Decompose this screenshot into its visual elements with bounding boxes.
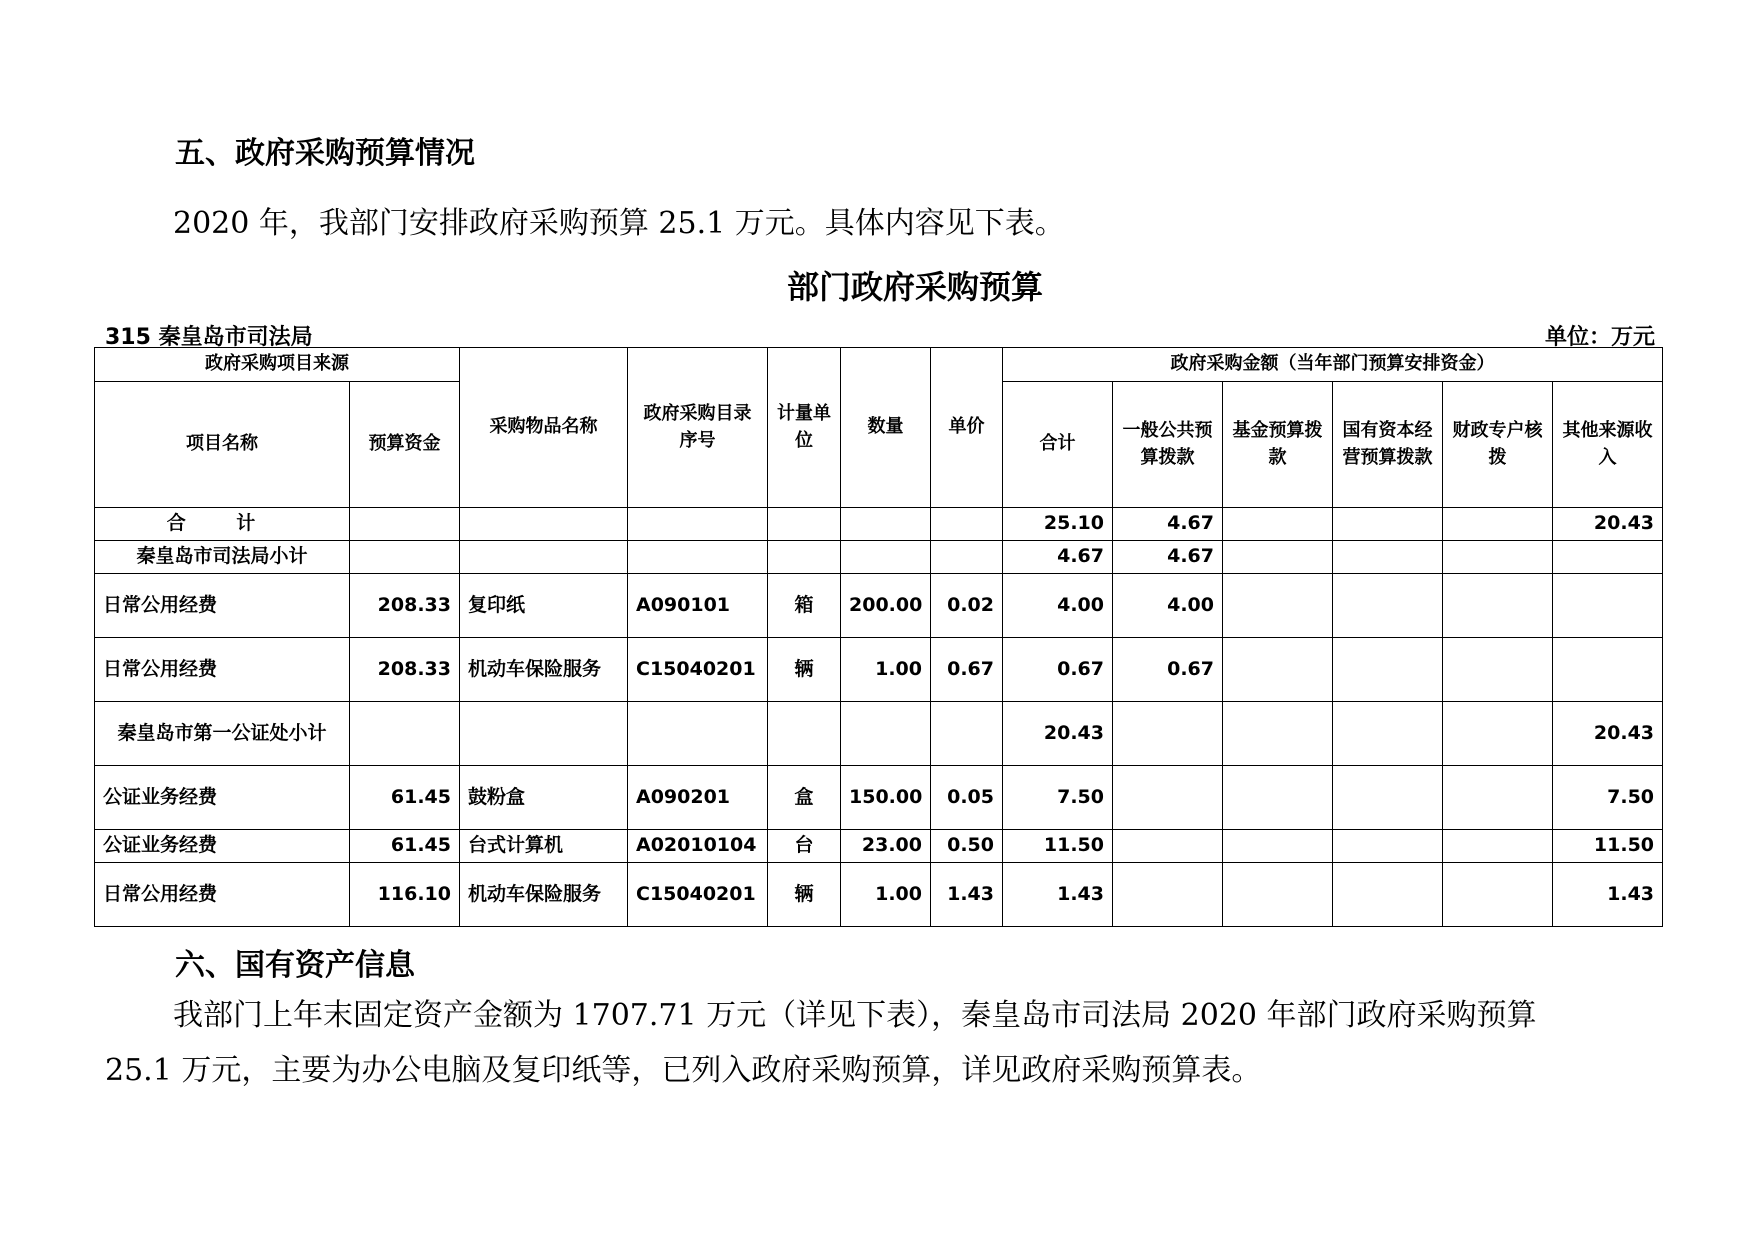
- cell-other: [1553, 638, 1663, 702]
- cell-qty: 150.00: [841, 766, 931, 830]
- cell-general: [1113, 863, 1223, 927]
- cell-budget: [350, 541, 460, 574]
- cell-special: [1443, 541, 1553, 574]
- cell-project-name: 日常公用经费: [95, 574, 350, 638]
- header-price: 单价: [931, 348, 1003, 508]
- cell-other: 11.50: [1553, 830, 1663, 863]
- procurement-budget-table: [94, 347, 1663, 927]
- cell-fund: [1223, 830, 1333, 863]
- table-row: [95, 702, 1663, 766]
- cell-general: [1113, 830, 1223, 863]
- cell-price: [931, 541, 1003, 574]
- cell-fund: [1223, 508, 1333, 541]
- cell-item: [460, 541, 628, 574]
- header-source-group: 政府采购项目来源: [95, 348, 460, 382]
- cell-total: 11.50: [1003, 830, 1113, 863]
- cell-total: 4.67: [1003, 541, 1113, 574]
- org-label: 315 秦皇岛市司法局: [105, 325, 313, 350]
- cell-project-name: 秦皇岛市司法局小计: [95, 541, 350, 574]
- header-general-budget: 一般公共预算拨款: [1113, 382, 1223, 508]
- header-total: 合计: [1003, 382, 1113, 508]
- cell-code: [628, 508, 768, 541]
- table-row: [95, 766, 1663, 830]
- section6-paragraph-line2: 25.1 万元，主要为办公电脑及复印纸等，已列入政府采购预算，详见政府采购预算表。: [105, 1053, 1262, 1088]
- cell-total: 4.00: [1003, 574, 1113, 638]
- cell-general: 4.00: [1113, 574, 1223, 638]
- cell-special: [1443, 766, 1553, 830]
- cell-budget: [350, 702, 460, 766]
- cell-qty: 1.00: [841, 638, 931, 702]
- cell-unit: [768, 702, 841, 766]
- cell-budget: 61.45: [350, 830, 460, 863]
- cell-budget: 116.10: [350, 863, 460, 927]
- section5-intro: 2020 年，我部门安排政府采购预算 25.1 万元。具体内容见下表。: [173, 206, 1065, 241]
- table-row: [95, 830, 1663, 863]
- cell-budget: 61.45: [350, 766, 460, 830]
- cell-code: [628, 541, 768, 574]
- section6-paragraph-line1: 我部门上年末固定资产金额为 1707.71 万元（详见下表），秦皇岛市司法局 2020 年部门政府采购预算: [173, 998, 1537, 1033]
- cell-total: 20.43: [1003, 702, 1113, 766]
- cell-special: [1443, 863, 1553, 927]
- cell-total: 1.43: [1003, 863, 1113, 927]
- cell-budget: 208.33: [350, 638, 460, 702]
- cell-special: [1443, 574, 1553, 638]
- cell-project-name: 日常公用经费: [95, 863, 350, 927]
- cell-special: [1443, 638, 1553, 702]
- cell-unit: 盒: [768, 766, 841, 830]
- cell-unit: 辆: [768, 638, 841, 702]
- cell-general: [1113, 766, 1223, 830]
- cell-state: [1333, 541, 1443, 574]
- table-row: [95, 508, 1663, 541]
- table-row: [95, 863, 1663, 927]
- cell-code: A02010104: [628, 830, 768, 863]
- cell-price: [931, 508, 1003, 541]
- header-quantity: 数量: [841, 348, 931, 508]
- cell-qty: [841, 541, 931, 574]
- cell-qty: 200.00: [841, 574, 931, 638]
- cell-item: 台式计算机: [460, 830, 628, 863]
- cell-unit: 台: [768, 830, 841, 863]
- cell-general: 0.67: [1113, 638, 1223, 702]
- cell-item: 复印纸: [460, 574, 628, 638]
- cell-special: [1443, 508, 1553, 541]
- cell-qty: 1.00: [841, 863, 931, 927]
- cell-budget: [350, 508, 460, 541]
- cell-item: [460, 702, 628, 766]
- cell-item: 机动车保险服务: [460, 638, 628, 702]
- cell-price: 1.43: [931, 863, 1003, 927]
- cell-unit: [768, 541, 841, 574]
- header-unit: 计量单位: [768, 348, 841, 508]
- cell-state: [1333, 574, 1443, 638]
- cell-other: [1553, 574, 1663, 638]
- cell-fund: [1223, 863, 1333, 927]
- cell-project-name: 公证业务经费: [95, 830, 350, 863]
- header-other-income: 其他来源收入: [1553, 382, 1663, 508]
- cell-special: [1443, 702, 1553, 766]
- cell-special: [1443, 830, 1553, 863]
- header-amount-group: 政府采购金额（当年部门预算安排资金）: [1003, 348, 1663, 382]
- cell-budget: 208.33: [350, 574, 460, 638]
- section5-heading: 五、政府采购预算情况: [175, 136, 475, 171]
- cell-fund: [1223, 702, 1333, 766]
- cell-qty: [841, 508, 931, 541]
- cell-unit: [768, 508, 841, 541]
- cell-state: [1333, 508, 1443, 541]
- cell-total: 0.67: [1003, 638, 1113, 702]
- cell-price: 0.67: [931, 638, 1003, 702]
- cell-other: 20.43: [1553, 702, 1663, 766]
- header-item-name: 采购物品名称: [460, 348, 628, 508]
- cell-project-name: 秦皇岛市第一公证处小计: [95, 702, 350, 766]
- cell-general: 4.67: [1113, 508, 1223, 541]
- header-catalog-no: 政府采购目录序号: [628, 348, 768, 508]
- table-row: [95, 574, 1663, 638]
- cell-fund: [1223, 638, 1333, 702]
- cell-item: 鼓粉盒: [460, 766, 628, 830]
- cell-unit: 箱: [768, 574, 841, 638]
- header-special-account: 财政专户核拨: [1443, 382, 1553, 508]
- header-fund-budget: 基金预算拨款: [1223, 382, 1333, 508]
- table-row: [95, 638, 1663, 702]
- cell-price: 0.02: [931, 574, 1003, 638]
- cell-project-name: 公证业务经费: [95, 766, 350, 830]
- cell-total: 25.10: [1003, 508, 1113, 541]
- cell-item: [460, 508, 628, 541]
- cell-price: 0.50: [931, 830, 1003, 863]
- cell-qty: [841, 702, 931, 766]
- cell-code: A090101: [628, 574, 768, 638]
- cell-fund: [1223, 766, 1333, 830]
- cell-code: C15040201: [628, 638, 768, 702]
- cell-code: C15040201: [628, 863, 768, 927]
- header-state-capital: 国有资本经营预算拨款: [1333, 382, 1443, 508]
- cell-price: [931, 702, 1003, 766]
- cell-fund: [1223, 541, 1333, 574]
- cell-other: 20.43: [1553, 508, 1663, 541]
- cell-unit: 辆: [768, 863, 841, 927]
- cell-other: 1.43: [1553, 863, 1663, 927]
- header-project-name: 项目名称: [95, 382, 350, 508]
- cell-total: 7.50: [1003, 766, 1113, 830]
- header-budget-funds: 预算资金: [350, 382, 460, 508]
- cell-fund: [1223, 574, 1333, 638]
- cell-state: [1333, 830, 1443, 863]
- table-title: 部门政府采购预算: [786, 268, 1043, 306]
- cell-project-name: 合 计: [95, 508, 350, 541]
- cell-general: [1113, 702, 1223, 766]
- cell-code: [628, 702, 768, 766]
- cell-qty: 23.00: [841, 830, 931, 863]
- cell-other: [1553, 541, 1663, 574]
- section6-heading: 六、国有资产信息: [175, 948, 415, 983]
- cell-state: [1333, 863, 1443, 927]
- cell-general: 4.67: [1113, 541, 1223, 574]
- cell-state: [1333, 702, 1443, 766]
- cell-state: [1333, 638, 1443, 702]
- cell-other: 7.50: [1553, 766, 1663, 830]
- cell-code: A090201: [628, 766, 768, 830]
- cell-state: [1333, 766, 1443, 830]
- cell-item: 机动车保险服务: [460, 863, 628, 927]
- cell-project-name: 日常公用经费: [95, 638, 350, 702]
- cell-price: 0.05: [931, 766, 1003, 830]
- table-row: [95, 541, 1663, 574]
- unit-label: 单位：万元: [1544, 325, 1655, 350]
